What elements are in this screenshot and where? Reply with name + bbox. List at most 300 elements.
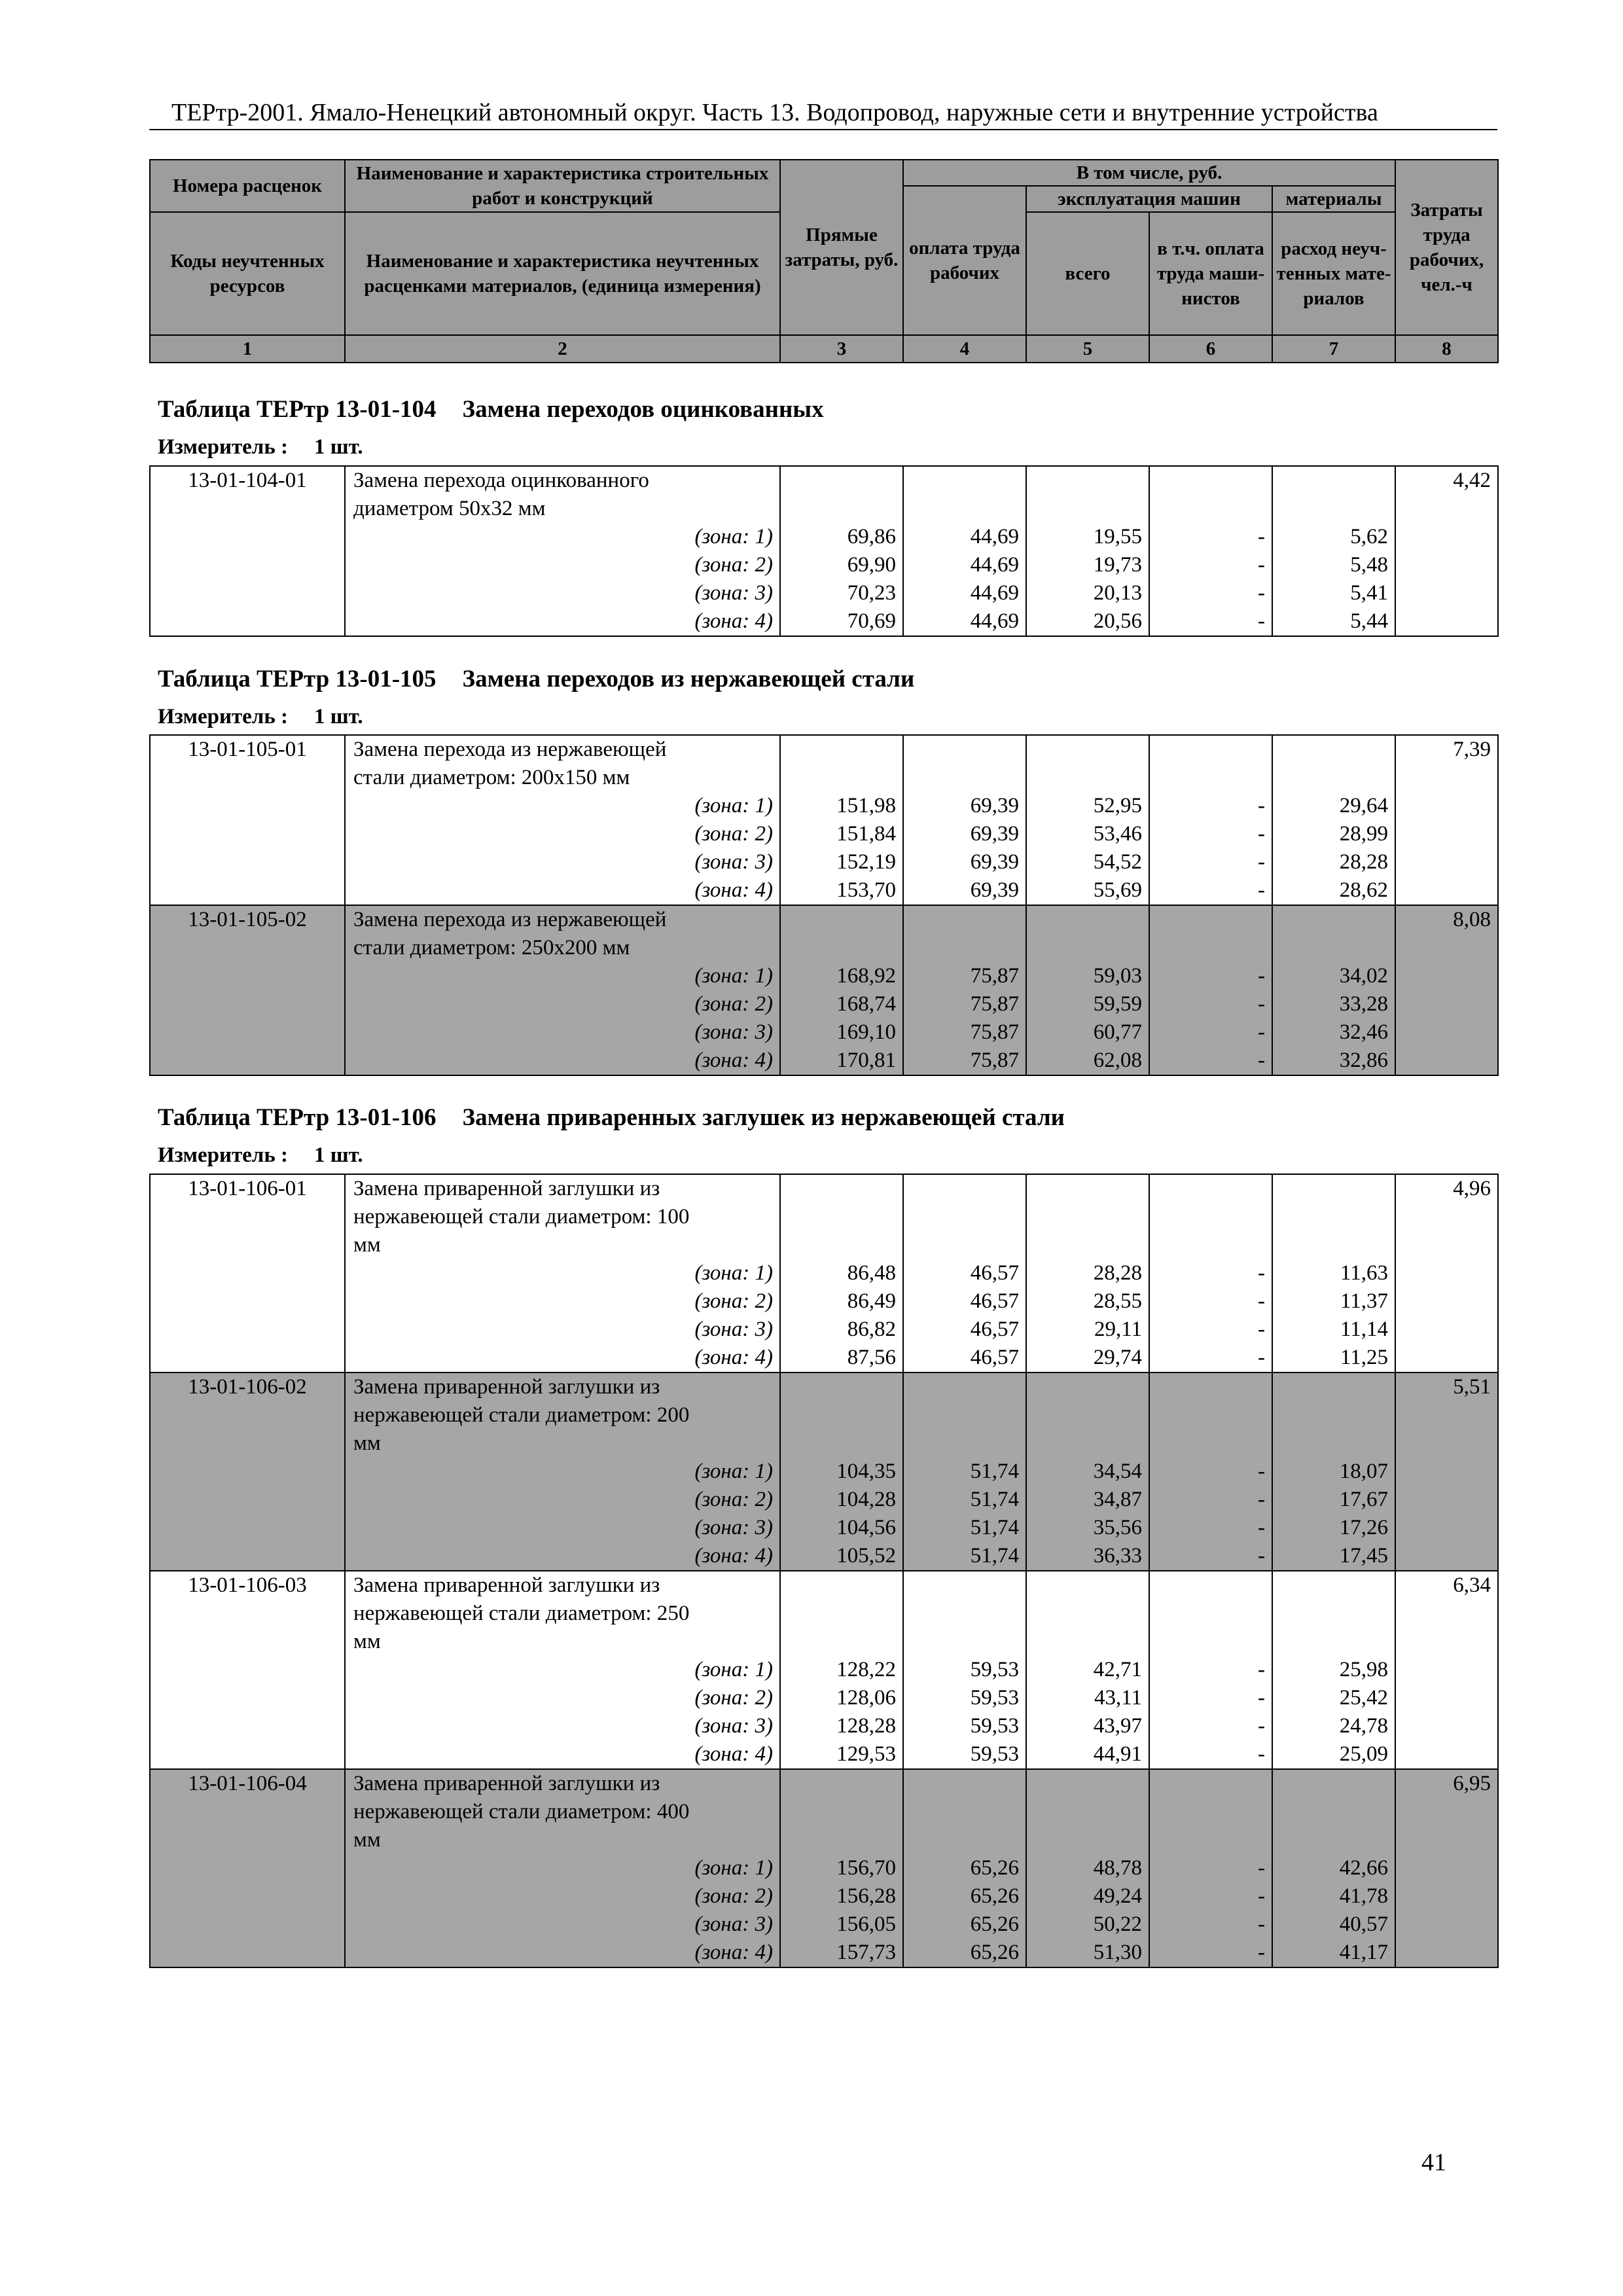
empty-cell bbox=[903, 764, 1026, 792]
empty-cell bbox=[1149, 1174, 1272, 1203]
empty-cell bbox=[1149, 1203, 1272, 1231]
meter-line bbox=[158, 1143, 363, 1168]
zone-row bbox=[150, 1542, 1498, 1571]
machine-labor: - bbox=[1149, 1882, 1272, 1910]
rates-table-105 bbox=[149, 734, 1499, 1076]
materials-cost: 32,86 bbox=[1272, 1047, 1395, 1075]
direct-cost: 168,74 bbox=[780, 990, 903, 1018]
direct-cost: 87,56 bbox=[780, 1344, 903, 1372]
zone-label: (зона: 2) bbox=[345, 1486, 780, 1514]
machine-total: 52,95 bbox=[1026, 792, 1149, 820]
machine-labor: - bbox=[1149, 792, 1272, 820]
machine-labor: - bbox=[1149, 523, 1272, 551]
direct-cost: 152,19 bbox=[780, 848, 903, 876]
empty-cell bbox=[1272, 735, 1395, 764]
meter-label: Измеритель : bbox=[158, 705, 289, 728]
labor-cost: 4,96 bbox=[1395, 1174, 1498, 1372]
col-number: 4 bbox=[903, 335, 1026, 363]
col-number: 6 bbox=[1149, 335, 1272, 363]
page-number: 41 bbox=[1421, 2149, 1446, 2176]
table-number: Таблица ТЕРтр 13-01-104 bbox=[158, 396, 437, 423]
labor-pay: 69,39 bbox=[903, 792, 1026, 820]
rate-row bbox=[150, 905, 1498, 934]
machine-labor: - bbox=[1149, 1287, 1272, 1316]
empty-cell bbox=[1149, 1429, 1272, 1458]
materials-cost: 40,57 bbox=[1272, 1910, 1395, 1939]
direct-cost: 170,81 bbox=[780, 1047, 903, 1075]
direct-cost: 70,69 bbox=[780, 607, 903, 636]
rate-description: мм bbox=[345, 1628, 780, 1656]
machine-total: 53,46 bbox=[1026, 820, 1149, 848]
empty-cell bbox=[903, 1372, 1026, 1401]
labor-cost: 4,42 bbox=[1395, 466, 1498, 636]
machine-total: 19,73 bbox=[1026, 551, 1149, 579]
empty-cell bbox=[1149, 495, 1272, 523]
rate-description: стали диаметром: 250х200 мм bbox=[345, 934, 780, 962]
empty-cell bbox=[780, 1600, 903, 1628]
zone-label: (зона: 3) bbox=[345, 1514, 780, 1542]
direct-cost: 169,10 bbox=[780, 1018, 903, 1047]
col-materials: материалы bbox=[1272, 186, 1395, 212]
machine-labor: - bbox=[1149, 1486, 1272, 1514]
zone-row bbox=[150, 1712, 1498, 1740]
empty-cell bbox=[1149, 1231, 1272, 1259]
table-title bbox=[158, 395, 824, 423]
materials-cost: 11,63 bbox=[1272, 1259, 1395, 1287]
labor-pay: 46,57 bbox=[903, 1259, 1026, 1287]
empty-cell bbox=[1026, 1769, 1149, 1798]
zone-row bbox=[150, 820, 1498, 848]
rate-description: мм bbox=[345, 1826, 780, 1854]
direct-cost: 128,28 bbox=[780, 1712, 903, 1740]
meter-value: 1 шт. bbox=[314, 705, 363, 728]
rates-table-106 bbox=[149, 1174, 1499, 1968]
machine-total: 29,74 bbox=[1026, 1344, 1149, 1372]
empty-cell bbox=[780, 1372, 903, 1401]
machine-labor: - bbox=[1149, 1316, 1272, 1344]
empty-cell bbox=[903, 1769, 1026, 1798]
rate-code: 13-01-106-01 bbox=[150, 1174, 345, 1372]
labor-pay: 69,39 bbox=[903, 848, 1026, 876]
empty-cell bbox=[1272, 1372, 1395, 1401]
materials-cost: 18,07 bbox=[1272, 1458, 1395, 1486]
zone-label: (зона: 2) bbox=[345, 990, 780, 1018]
empty-cell bbox=[1272, 934, 1395, 962]
rate-description: нержавеющей стали диаметром: 200 bbox=[345, 1401, 780, 1429]
empty-cell bbox=[903, 905, 1026, 934]
rate-row bbox=[150, 495, 1498, 523]
materials-cost: 33,28 bbox=[1272, 990, 1395, 1018]
empty-cell bbox=[903, 1401, 1026, 1429]
empty-cell bbox=[1272, 1174, 1395, 1203]
materials-cost: 25,09 bbox=[1272, 1740, 1395, 1769]
empty-cell bbox=[1272, 1769, 1395, 1798]
zone-label: (зона: 1) bbox=[345, 1854, 780, 1882]
machine-total: 59,03 bbox=[1026, 962, 1149, 990]
empty-cell bbox=[780, 1798, 903, 1826]
col-direct-costs: Прямые затраты, руб. bbox=[780, 160, 903, 335]
table-name: Замена переходов оцинкованных bbox=[462, 396, 824, 423]
empty-cell bbox=[1149, 1401, 1272, 1429]
empty-cell bbox=[1026, 1174, 1149, 1203]
machine-total: 50,22 bbox=[1026, 1910, 1149, 1939]
rate-description: стали диаметром: 200х150 мм bbox=[345, 764, 780, 792]
zone-row bbox=[150, 1047, 1498, 1075]
zone-label: (зона: 3) bbox=[345, 1018, 780, 1047]
table-name: Замена переходов из нержавеющей стали bbox=[462, 666, 915, 692]
materials-cost: 11,14 bbox=[1272, 1316, 1395, 1344]
empty-cell bbox=[1272, 1798, 1395, 1826]
zone-label: (зона: 1) bbox=[345, 962, 780, 990]
materials-cost: 41,17 bbox=[1272, 1939, 1395, 1967]
col-machine-total: всего bbox=[1026, 212, 1149, 335]
empty-cell bbox=[1272, 1429, 1395, 1458]
direct-cost: 153,70 bbox=[780, 876, 903, 905]
rate-row bbox=[150, 1401, 1498, 1429]
zone-row bbox=[150, 1910, 1498, 1939]
materials-cost: 5,62 bbox=[1272, 523, 1395, 551]
zone-row bbox=[150, 1854, 1498, 1882]
rate-row bbox=[150, 1628, 1498, 1656]
empty-cell bbox=[780, 495, 903, 523]
zone-row bbox=[150, 551, 1498, 579]
zone-row bbox=[150, 1882, 1498, 1910]
empty-cell bbox=[780, 764, 903, 792]
direct-cost: 151,98 bbox=[780, 792, 903, 820]
empty-cell bbox=[1149, 735, 1272, 764]
direct-cost: 157,73 bbox=[780, 1939, 903, 1967]
machine-total: 60,77 bbox=[1026, 1018, 1149, 1047]
machine-labor: - bbox=[1149, 1656, 1272, 1684]
labor-pay: 46,57 bbox=[903, 1287, 1026, 1316]
empty-cell bbox=[903, 1429, 1026, 1458]
zone-row bbox=[150, 1939, 1498, 1967]
machine-labor: - bbox=[1149, 579, 1272, 607]
zone-label: (зона: 4) bbox=[345, 1047, 780, 1075]
rate-row bbox=[150, 1798, 1498, 1826]
zone-row bbox=[150, 1514, 1498, 1542]
rates-table-104 bbox=[149, 465, 1499, 637]
table-number: Таблица ТЕРтр 13-01-106 bbox=[158, 1104, 437, 1131]
empty-cell bbox=[1149, 466, 1272, 495]
labor-cost: 8,08 bbox=[1395, 905, 1498, 1075]
rate-code: 13-01-105-02 bbox=[150, 905, 345, 1075]
direct-cost: 156,28 bbox=[780, 1882, 903, 1910]
rate-code: 13-01-106-04 bbox=[150, 1769, 345, 1967]
rate-description: нержавеющей стали диаметром: 100 bbox=[345, 1203, 780, 1231]
direct-cost: 168,92 bbox=[780, 962, 903, 990]
labor-pay: 59,53 bbox=[903, 1740, 1026, 1769]
direct-cost: 128,06 bbox=[780, 1684, 903, 1712]
rate-row bbox=[150, 1826, 1498, 1854]
direct-cost: 156,70 bbox=[780, 1854, 903, 1882]
empty-cell bbox=[903, 1174, 1026, 1203]
empty-cell bbox=[780, 1826, 903, 1854]
rate-row bbox=[150, 1231, 1498, 1259]
column-header-table bbox=[149, 159, 1499, 363]
machine-labor: - bbox=[1149, 962, 1272, 990]
rate-row bbox=[150, 735, 1498, 764]
empty-cell bbox=[1272, 1401, 1395, 1429]
empty-cell bbox=[780, 905, 903, 934]
zone-row bbox=[150, 876, 1498, 905]
empty-cell bbox=[1272, 1231, 1395, 1259]
rate-description: диаметром 50х32 мм bbox=[345, 495, 780, 523]
materials-cost: 24,78 bbox=[1272, 1712, 1395, 1740]
labor-pay: 75,87 bbox=[903, 990, 1026, 1018]
materials-cost: 11,25 bbox=[1272, 1344, 1395, 1372]
machine-labor: - bbox=[1149, 1047, 1272, 1075]
materials-cost: 17,45 bbox=[1272, 1542, 1395, 1571]
empty-cell bbox=[1149, 1372, 1272, 1401]
direct-cost: 156,05 bbox=[780, 1910, 903, 1939]
col-machine-operation: эксплуатация машин bbox=[1026, 186, 1272, 212]
empty-cell bbox=[1272, 1571, 1395, 1600]
rate-row bbox=[150, 466, 1498, 495]
zone-label: (зона: 2) bbox=[345, 820, 780, 848]
col-number: 2 bbox=[345, 335, 780, 363]
zone-label: (зона: 3) bbox=[345, 1712, 780, 1740]
header-rule bbox=[149, 129, 1497, 130]
zone-label: (зона: 1) bbox=[345, 792, 780, 820]
zone-row bbox=[150, 1018, 1498, 1047]
direct-cost: 69,90 bbox=[780, 551, 903, 579]
labor-pay: 75,87 bbox=[903, 962, 1026, 990]
table-title bbox=[158, 1103, 1065, 1132]
zone-row bbox=[150, 1458, 1498, 1486]
empty-cell bbox=[1272, 1628, 1395, 1656]
machine-labor: - bbox=[1149, 551, 1272, 579]
rate-description: Замена приваренной заглушки из bbox=[345, 1174, 780, 1203]
machine-total: 20,56 bbox=[1026, 607, 1149, 636]
empty-cell bbox=[780, 1401, 903, 1429]
labor-pay: 75,87 bbox=[903, 1047, 1026, 1075]
labor-pay: 75,87 bbox=[903, 1018, 1026, 1047]
empty-cell bbox=[1272, 1826, 1395, 1854]
machine-total: 62,08 bbox=[1026, 1047, 1149, 1075]
empty-cell bbox=[1149, 764, 1272, 792]
rate-code: 13-01-105-01 bbox=[150, 735, 345, 905]
zone-row bbox=[150, 523, 1498, 551]
zone-row bbox=[150, 1287, 1498, 1316]
empty-cell bbox=[1026, 764, 1149, 792]
materials-cost: 17,67 bbox=[1272, 1486, 1395, 1514]
table-name: Замена приваренных заглушек из нержавеющей стали bbox=[462, 1104, 1065, 1131]
machine-labor: - bbox=[1149, 876, 1272, 905]
machine-total: 44,91 bbox=[1026, 1740, 1149, 1769]
materials-cost: 32,46 bbox=[1272, 1018, 1395, 1047]
machine-total: 29,11 bbox=[1026, 1316, 1149, 1344]
empty-cell bbox=[903, 495, 1026, 523]
materials-cost: 25,42 bbox=[1272, 1684, 1395, 1712]
col-number: 3 bbox=[780, 335, 903, 363]
col-number: 1 bbox=[150, 335, 345, 363]
col-labor-pay: оплата труда рабочих bbox=[903, 186, 1026, 335]
zone-label: (зона: 3) bbox=[345, 1316, 780, 1344]
running-header: ТЕРтр-2001. Ямало-Ненецкий автономный округ. Часть 13. Водопровод, наружные сети и внутренние устройства bbox=[171, 99, 1378, 126]
direct-cost: 104,35 bbox=[780, 1458, 903, 1486]
empty-cell bbox=[1026, 1401, 1149, 1429]
empty-cell bbox=[903, 934, 1026, 962]
zone-row bbox=[150, 848, 1498, 876]
zone-row bbox=[150, 1344, 1498, 1372]
direct-cost: 128,22 bbox=[780, 1656, 903, 1684]
zone-label: (зона: 4) bbox=[345, 1740, 780, 1769]
rate-code: 13-01-106-03 bbox=[150, 1571, 345, 1769]
empty-cell bbox=[1026, 1798, 1149, 1826]
meter-line bbox=[158, 435, 363, 459]
rate-code: 13-01-106-02 bbox=[150, 1372, 345, 1571]
zone-label: (зона: 4) bbox=[345, 1542, 780, 1571]
col-rate-numbers: Номера расценок bbox=[150, 160, 345, 212]
meter-label: Измеритель : bbox=[158, 435, 289, 459]
machine-labor: - bbox=[1149, 1458, 1272, 1486]
machine-total: 28,28 bbox=[1026, 1259, 1149, 1287]
machine-labor: - bbox=[1149, 607, 1272, 636]
labor-pay: 46,57 bbox=[903, 1316, 1026, 1344]
rate-description: Замена перехода из нержавеющей bbox=[345, 735, 780, 764]
empty-cell bbox=[1026, 1429, 1149, 1458]
labor-pay: 65,26 bbox=[903, 1882, 1026, 1910]
empty-cell bbox=[1026, 1231, 1149, 1259]
labor-pay: 65,26 bbox=[903, 1939, 1026, 1967]
machine-labor: - bbox=[1149, 1910, 1272, 1939]
zone-row bbox=[150, 792, 1498, 820]
empty-cell bbox=[1026, 1571, 1149, 1600]
empty-cell bbox=[1026, 735, 1149, 764]
direct-cost: 104,56 bbox=[780, 1514, 903, 1542]
empty-cell bbox=[903, 1231, 1026, 1259]
machine-total: 43,11 bbox=[1026, 1684, 1149, 1712]
empty-cell bbox=[1149, 905, 1272, 934]
empty-cell bbox=[1149, 934, 1272, 962]
machine-total: 48,78 bbox=[1026, 1854, 1149, 1882]
rate-description: Замена приваренной заглушки из bbox=[345, 1769, 780, 1798]
empty-cell bbox=[1149, 1826, 1272, 1854]
direct-cost: 70,23 bbox=[780, 579, 903, 607]
labor-pay: 65,26 bbox=[903, 1854, 1026, 1882]
empty-cell bbox=[1026, 905, 1149, 934]
labor-pay: 51,74 bbox=[903, 1514, 1026, 1542]
direct-cost: 151,84 bbox=[780, 820, 903, 848]
empty-cell bbox=[1272, 466, 1395, 495]
zone-row bbox=[150, 1656, 1498, 1684]
materials-cost: 34,02 bbox=[1272, 962, 1395, 990]
meter-value: 1 шт. bbox=[314, 435, 363, 459]
empty-cell bbox=[780, 1769, 903, 1798]
col-materials-expense: расход неуч-тенных мате-риалов bbox=[1272, 212, 1395, 335]
zone-row bbox=[150, 607, 1498, 636]
direct-cost: 104,28 bbox=[780, 1486, 903, 1514]
empty-cell bbox=[903, 1628, 1026, 1656]
machine-total: 54,52 bbox=[1026, 848, 1149, 876]
materials-cost: 5,44 bbox=[1272, 607, 1395, 636]
empty-cell bbox=[780, 1231, 903, 1259]
machine-total: 55,69 bbox=[1026, 876, 1149, 905]
zone-label: (зона: 4) bbox=[345, 876, 780, 905]
direct-cost: 86,49 bbox=[780, 1287, 903, 1316]
rate-row bbox=[150, 1600, 1498, 1628]
rate-description: Замена приваренной заглушки из bbox=[345, 1372, 780, 1401]
materials-cost: 28,99 bbox=[1272, 820, 1395, 848]
materials-cost: 25,98 bbox=[1272, 1656, 1395, 1684]
direct-cost: 86,48 bbox=[780, 1259, 903, 1287]
machine-total: 34,87 bbox=[1026, 1486, 1149, 1514]
rate-description: нержавеющей стали диаметром: 400 bbox=[345, 1798, 780, 1826]
col-number: 8 bbox=[1395, 335, 1498, 363]
materials-cost: 11,37 bbox=[1272, 1287, 1395, 1316]
labor-pay: 59,53 bbox=[903, 1684, 1026, 1712]
rate-row bbox=[150, 934, 1498, 962]
empty-cell bbox=[1272, 1203, 1395, 1231]
machine-total: 19,55 bbox=[1026, 523, 1149, 551]
zone-row bbox=[150, 962, 1498, 990]
empty-cell bbox=[780, 1429, 903, 1458]
rate-description: мм bbox=[345, 1231, 780, 1259]
empty-cell bbox=[1026, 495, 1149, 523]
materials-cost: 41,78 bbox=[1272, 1882, 1395, 1910]
empty-cell bbox=[780, 1203, 903, 1231]
zone-row bbox=[150, 990, 1498, 1018]
labor-pay: 59,53 bbox=[903, 1712, 1026, 1740]
zone-label: (зона: 2) bbox=[345, 1287, 780, 1316]
empty-cell bbox=[903, 466, 1026, 495]
zone-row bbox=[150, 1740, 1498, 1769]
meter-line bbox=[158, 705, 363, 729]
machine-total: 51,30 bbox=[1026, 1939, 1149, 1967]
rate-row bbox=[150, 1429, 1498, 1458]
empty-cell bbox=[1026, 466, 1149, 495]
machine-labor: - bbox=[1149, 1542, 1272, 1571]
labor-pay: 44,69 bbox=[903, 551, 1026, 579]
labor-pay: 51,74 bbox=[903, 1486, 1026, 1514]
materials-cost: 5,48 bbox=[1272, 551, 1395, 579]
materials-cost: 5,41 bbox=[1272, 579, 1395, 607]
empty-cell bbox=[1026, 1826, 1149, 1854]
empty-cell bbox=[903, 1203, 1026, 1231]
col-including: В том числе, руб. bbox=[903, 160, 1395, 186]
materials-cost: 17,26 bbox=[1272, 1514, 1395, 1542]
meter-value: 1 шт. bbox=[314, 1143, 363, 1167]
machine-labor: - bbox=[1149, 1939, 1272, 1967]
zone-label: (зона: 4) bbox=[345, 607, 780, 636]
empty-cell bbox=[1149, 1798, 1272, 1826]
labor-cost: 6,34 bbox=[1395, 1571, 1498, 1769]
labor-cost: 7,39 bbox=[1395, 735, 1498, 905]
empty-cell bbox=[1149, 1571, 1272, 1600]
labor-pay: 44,69 bbox=[903, 607, 1026, 636]
labor-cost: 5,51 bbox=[1395, 1372, 1498, 1571]
col-material-name: Наименование и характеристика неучтенных расценками материалов, (единица измерения) bbox=[345, 212, 780, 335]
empty-cell bbox=[903, 1826, 1026, 1854]
empty-cell bbox=[1149, 1600, 1272, 1628]
empty-cell bbox=[1026, 1203, 1149, 1231]
rate-row bbox=[150, 1372, 1498, 1401]
empty-cell bbox=[1026, 1628, 1149, 1656]
empty-cell bbox=[780, 1174, 903, 1203]
empty-cell bbox=[1272, 495, 1395, 523]
zone-label: (зона: 1) bbox=[345, 523, 780, 551]
machine-total: 42,71 bbox=[1026, 1656, 1149, 1684]
machine-labor: - bbox=[1149, 848, 1272, 876]
zone-label: (зона: 1) bbox=[345, 1259, 780, 1287]
empty-cell bbox=[780, 466, 903, 495]
col-work-name: Наименование и характеристика строительных работ и конструкций bbox=[345, 160, 780, 212]
table-number: Таблица ТЕРтр 13-01-105 bbox=[158, 666, 437, 692]
materials-cost: 28,28 bbox=[1272, 848, 1395, 876]
empty-cell bbox=[1026, 1372, 1149, 1401]
labor-pay: 44,69 bbox=[903, 579, 1026, 607]
